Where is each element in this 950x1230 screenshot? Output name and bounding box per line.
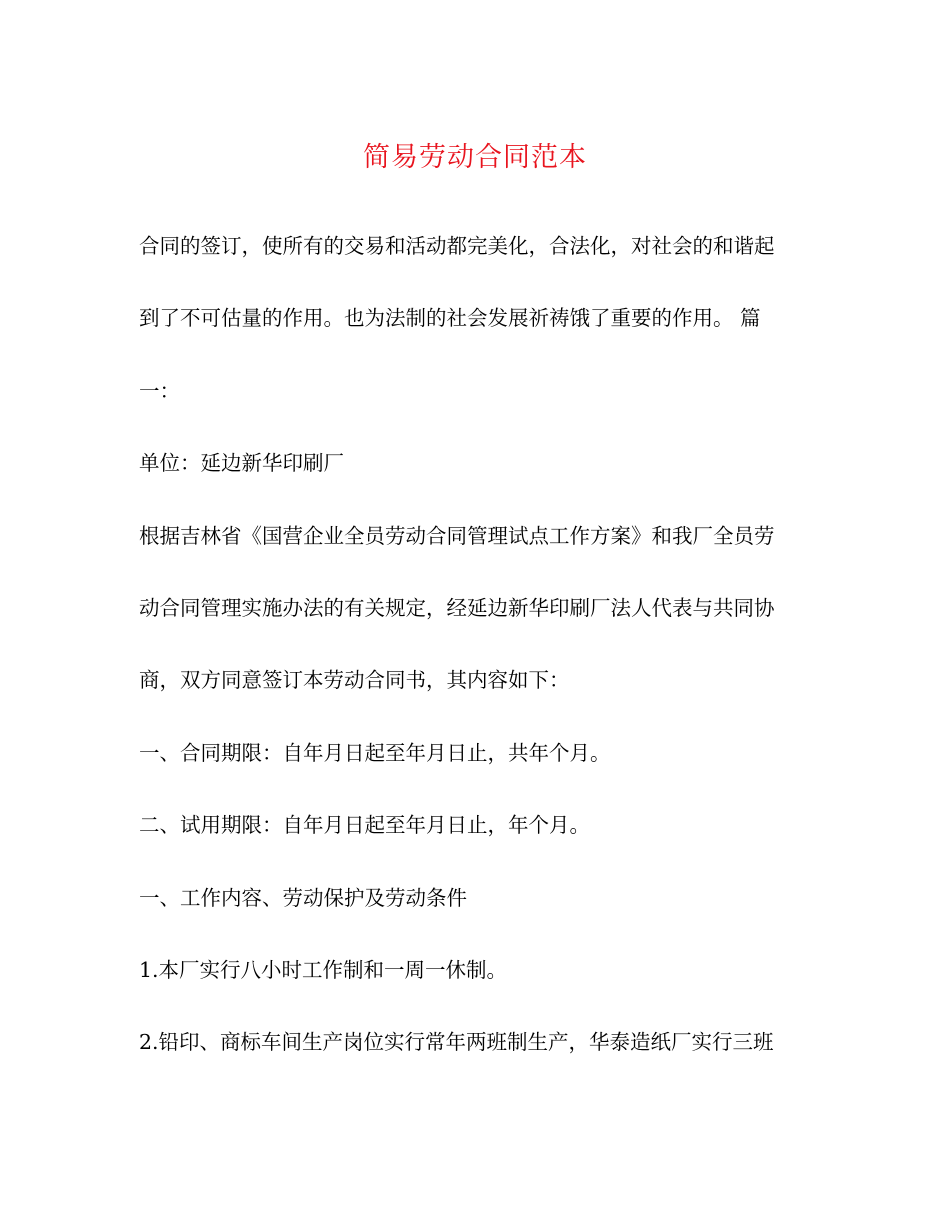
text-line: 到了不可估量的作用。也为法制的社会发展祈祷饿了重要的作用。 篇 — [139, 306, 761, 331]
text-line: 一： — [139, 378, 180, 403]
text-line: 单位：延边新华印刷厂 — [139, 451, 344, 476]
text-line: 2.铅印、商标车间生产岗位实行常年两班制生产，华泰造纸厂实行三班 — [139, 1030, 774, 1055]
text-line: 商，双方同意签订本劳动合同书，其内容如下： — [139, 668, 570, 693]
text-line: 合同的签订，使所有的交易和活动都完美化，合法化，对社会的和谐起 — [139, 234, 775, 258]
document-body — [139, 224, 819, 1093]
text-line: 一、合同期限：自年月日起至年月日止，共年个月。 — [139, 740, 611, 765]
text-line: 一、工作内容、劳动保护及劳动条件 — [139, 885, 467, 910]
text-line: 1.本厂实行八小时工作制和一周一休制。 — [139, 957, 508, 982]
text-line: 根据吉林省《国营企业全员劳动合同管理试点工作方案》和我厂全员劳 — [139, 523, 775, 548]
text-line: 二、试用期限：自年月日起至年月日止，年个月。 — [139, 813, 590, 838]
document-title: 简易劳动合同范本 — [363, 142, 587, 173]
text-line: 动合同管理实施办法的有关规定，经延边新华印刷厂法人代表与共同协 — [139, 595, 775, 620]
